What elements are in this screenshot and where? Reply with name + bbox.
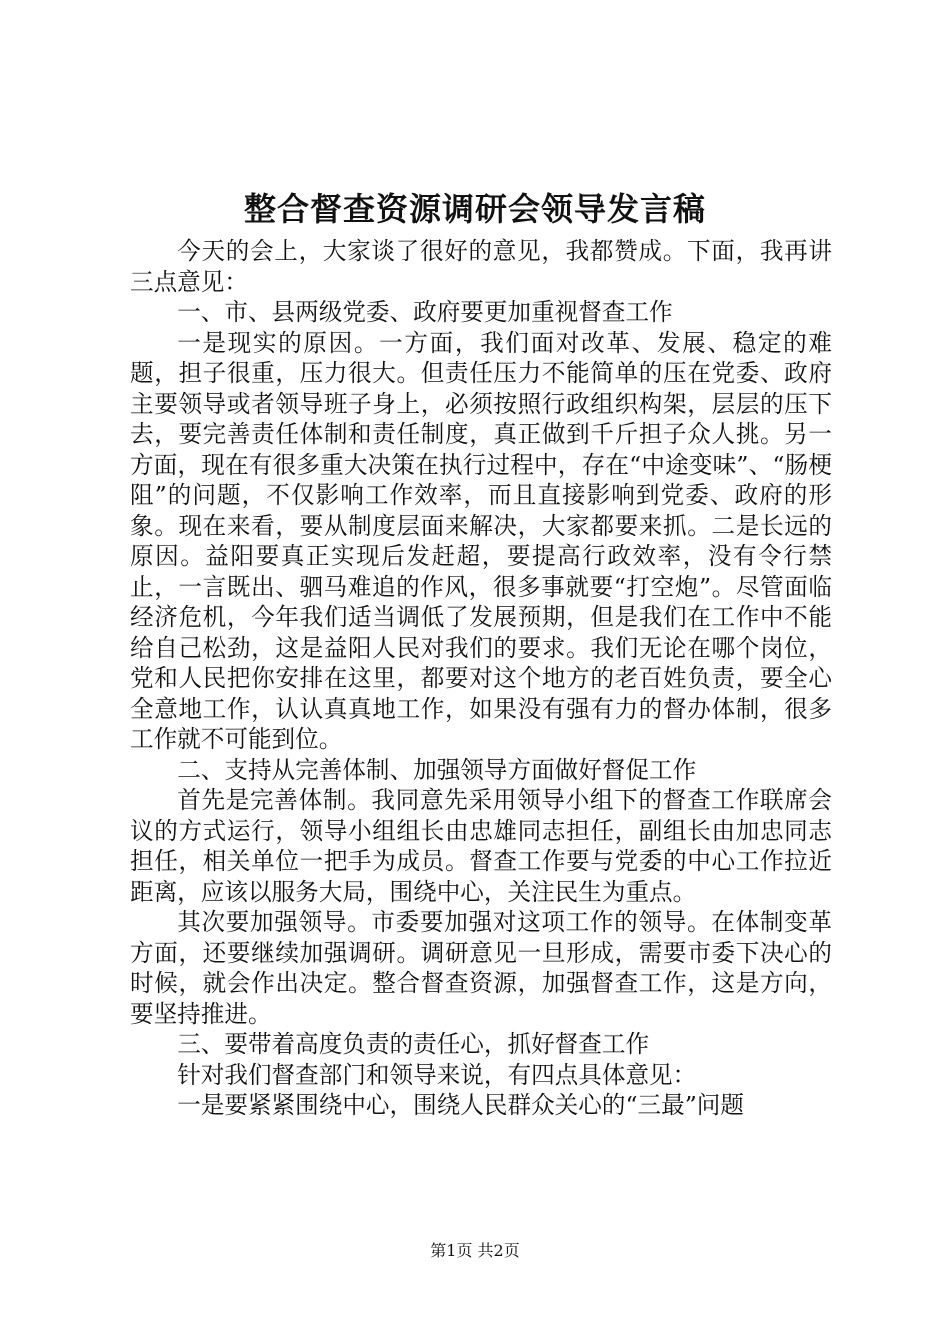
paragraph-first-opinion: 一是要紧紧围绕中心，围绕人民群众关心的“三最”问题 [177,1091,744,1119]
paragraph-system: 首先是完善体制。我同意先采用领导小组下的督查工作联席会议的方式运行，领导小组组长由忠雄同志担任，副组长由加忠同志担任，相关单位一把手为成员。督查工作要与党委的中心工作拉近距离，应该以服务大局，围绕中心，关注民生为重点。 [130,786,832,906]
paragraph-reasons: 一是现实的原因。一方面，我们面对改革、发展、稳定的难题，担子很重，压力很大。但责任压力不能简单的压在党委、政府主要领导或者领导班子身上，必须按照行政组织构架，层层的压下去，要完善责任体制和责任制度，真正做到千斤担子众人挑。另一方面，现在有很多重大决策在执行过程中，存在“中途变味”、“肠梗阻”的问题，不仅影响工作效率，而且直接影响到党委、政府的形象。现在来看，要从制度层面来解决，大家都要来抓。二是长远的原因。益阳要真正实现后发赶超，要提高行政效率，没有令行禁止，一言既出、驷马难追的作风，很多事就要“打空炮”。尽管面临经济危机，今年我们适当调低了发展预期，但是我们在工作中不能给自己松劲，这是益阳人民对我们的要求。我们无论在哪个岗位，党和人民把你安排在这里，都要对这个地方的老百姓负责，要全心全意地工作，认认真真地工作，如果没有强有力的督办体制，很多工作就不可能到位。 [130,328,832,753]
paragraph-intro: 今天的会上，大家谈了很好的意见，我都赞成。下面，我再讲三点意见： [130,237,832,296]
document-body [130,236,832,1121]
page-number-footer: 第1页 共2页 [430,1241,520,1260]
document-title: 整合督查资源调研会领导发言稿 [243,190,706,228]
section-heading-3: 三、要带着高度负责的责任心，抓好督查工作 [177,1030,650,1058]
section-heading-2: 二、支持从完善体制、加强领导方面做好督促工作 [177,755,697,784]
section-heading-1: 一、市、县两级党委、政府要更加重视督查工作 [177,298,673,326]
paragraph-leadership: 其次要加强领导。市委要加强对这项工作的领导。在体制变革方面，还要继续加强调研。调研意见一旦形成，需要市委下决心的时候，就会作出决定。整合督查资源，加强督查工作，这是方向，要坚持推进。 [130,908,832,1028]
paragraph-opinions-intro: 针对我们督查部门和领导来说，有四点具体意见： [177,1060,697,1089]
